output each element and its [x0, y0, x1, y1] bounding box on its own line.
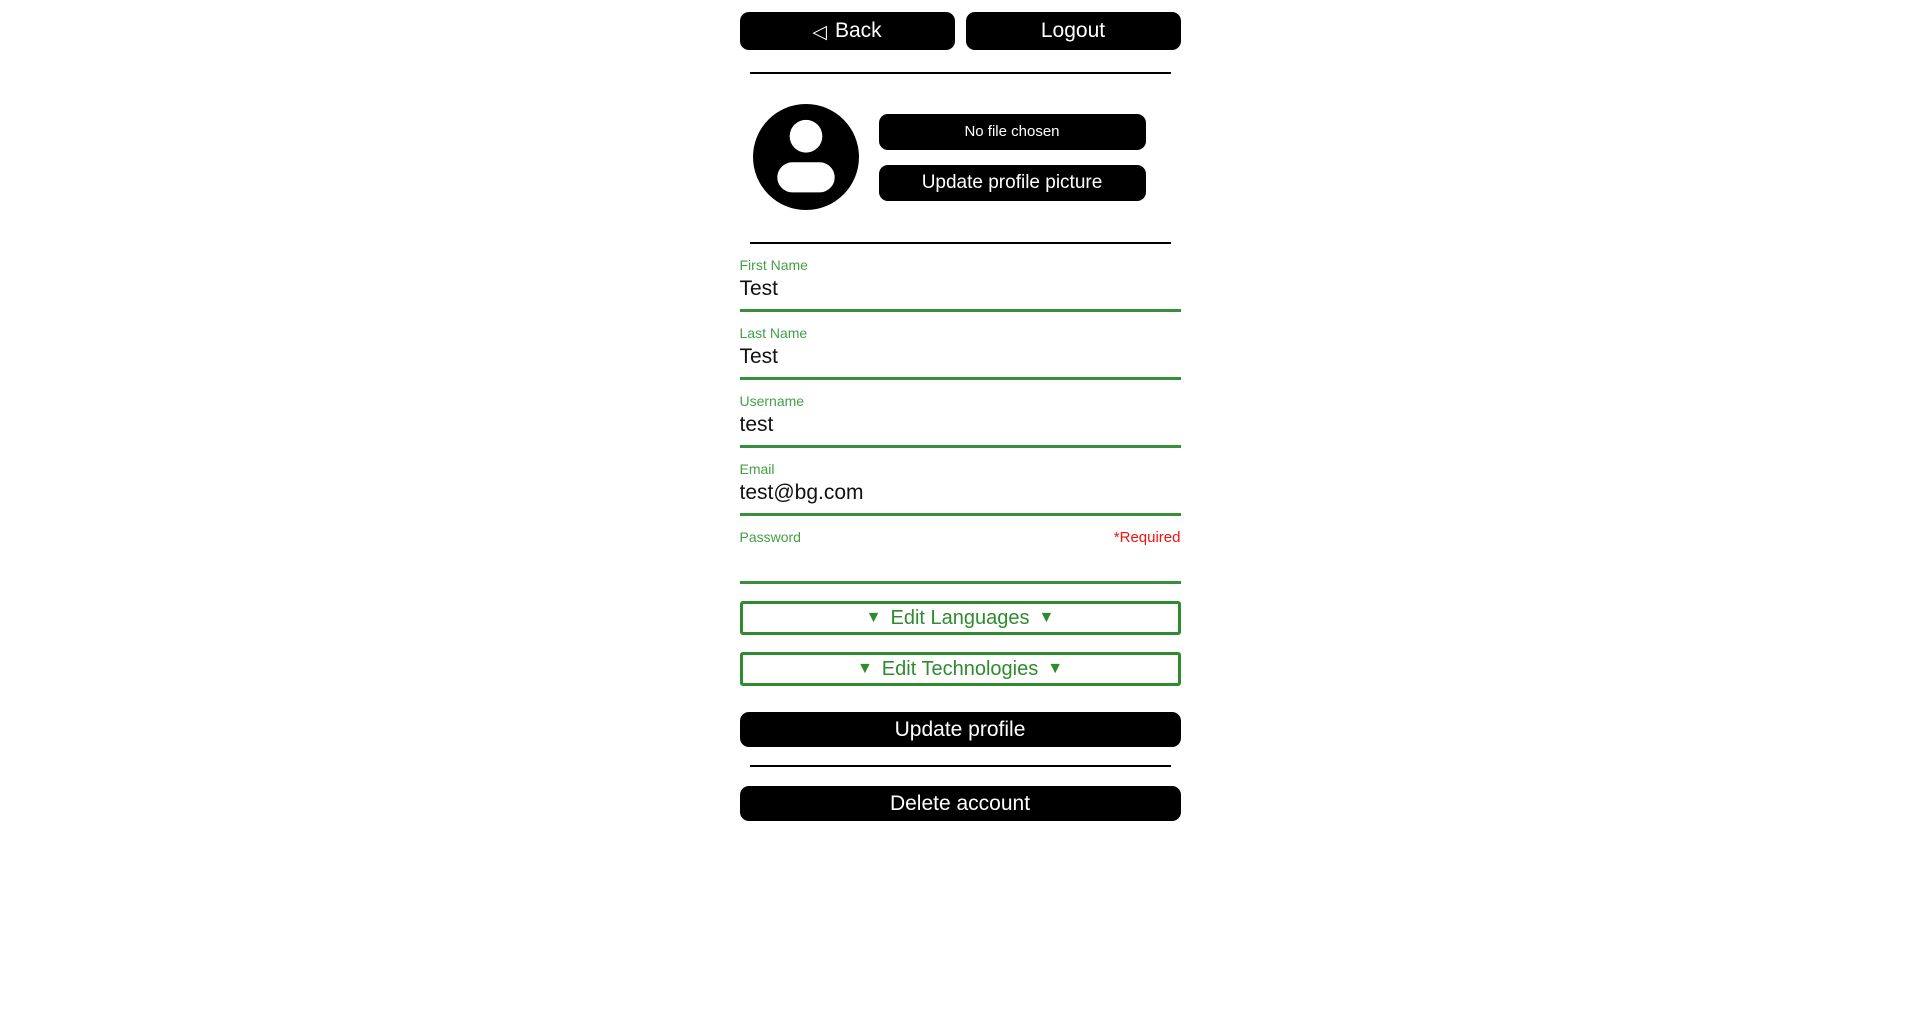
logout-button[interactable]	[966, 12, 1181, 50]
chevron-down-icon: ▼	[856, 660, 873, 677]
edit-technologies-button[interactable]	[740, 652, 1181, 686]
divider-top	[750, 72, 1171, 74]
edit-languages-button[interactable]	[740, 601, 1181, 635]
username-input[interactable]	[740, 410, 1181, 448]
update-profile-button[interactable]	[740, 712, 1181, 747]
user-avatar-icon	[753, 104, 859, 210]
back-button[interactable]	[740, 12, 955, 50]
profile-form	[740, 257, 1181, 747]
back-arrow-icon: ◁	[812, 21, 827, 43]
first-name-label: First Name	[739, 257, 808, 273]
first-name-input[interactable]	[740, 274, 1181, 312]
file-chosen-status: No file chosen	[964, 123, 1060, 140]
email-label: Email	[739, 461, 775, 477]
delete-account-label: Delete account	[889, 791, 1031, 815]
divider-danger	[750, 765, 1171, 767]
logout-button-label: Logout	[1040, 19, 1106, 42]
chevron-down-icon: ▼	[865, 609, 882, 626]
update-profile-label: Update profile	[894, 717, 1026, 741]
password-input[interactable]	[740, 546, 1181, 584]
delete-account-button[interactable]	[740, 786, 1181, 821]
profile-page	[740, 0, 1181, 821]
back-button-label: Back	[834, 19, 882, 42]
choose-file-button[interactable]	[879, 114, 1146, 150]
divider-avatar	[750, 242, 1171, 244]
password-label-row	[740, 529, 1181, 546]
email-input[interactable]	[740, 478, 1181, 516]
last-name-field	[740, 325, 1181, 380]
profile-picture-section	[740, 104, 1181, 210]
top-button-row	[740, 12, 1181, 50]
edit-languages-label: Edit Languages	[890, 606, 1030, 629]
edit-technologies-label: Edit Technologies	[881, 657, 1039, 680]
chevron-down-icon: ▼	[1047, 660, 1064, 677]
picture-buttons-column	[879, 114, 1146, 201]
chevron-down-icon: ▼	[1038, 609, 1055, 626]
last-name-input[interactable]	[740, 342, 1181, 380]
update-picture-button[interactable]	[879, 165, 1146, 201]
required-note: *Required	[1113, 529, 1181, 546]
username-label: Username	[739, 393, 805, 409]
update-picture-label: Update profile picture	[921, 171, 1103, 193]
username-field	[740, 393, 1181, 448]
password-label: Password	[739, 529, 801, 545]
first-name-field	[740, 257, 1181, 312]
last-name-label: Last Name	[739, 325, 808, 341]
email-field	[740, 461, 1181, 516]
password-field	[740, 529, 1181, 584]
